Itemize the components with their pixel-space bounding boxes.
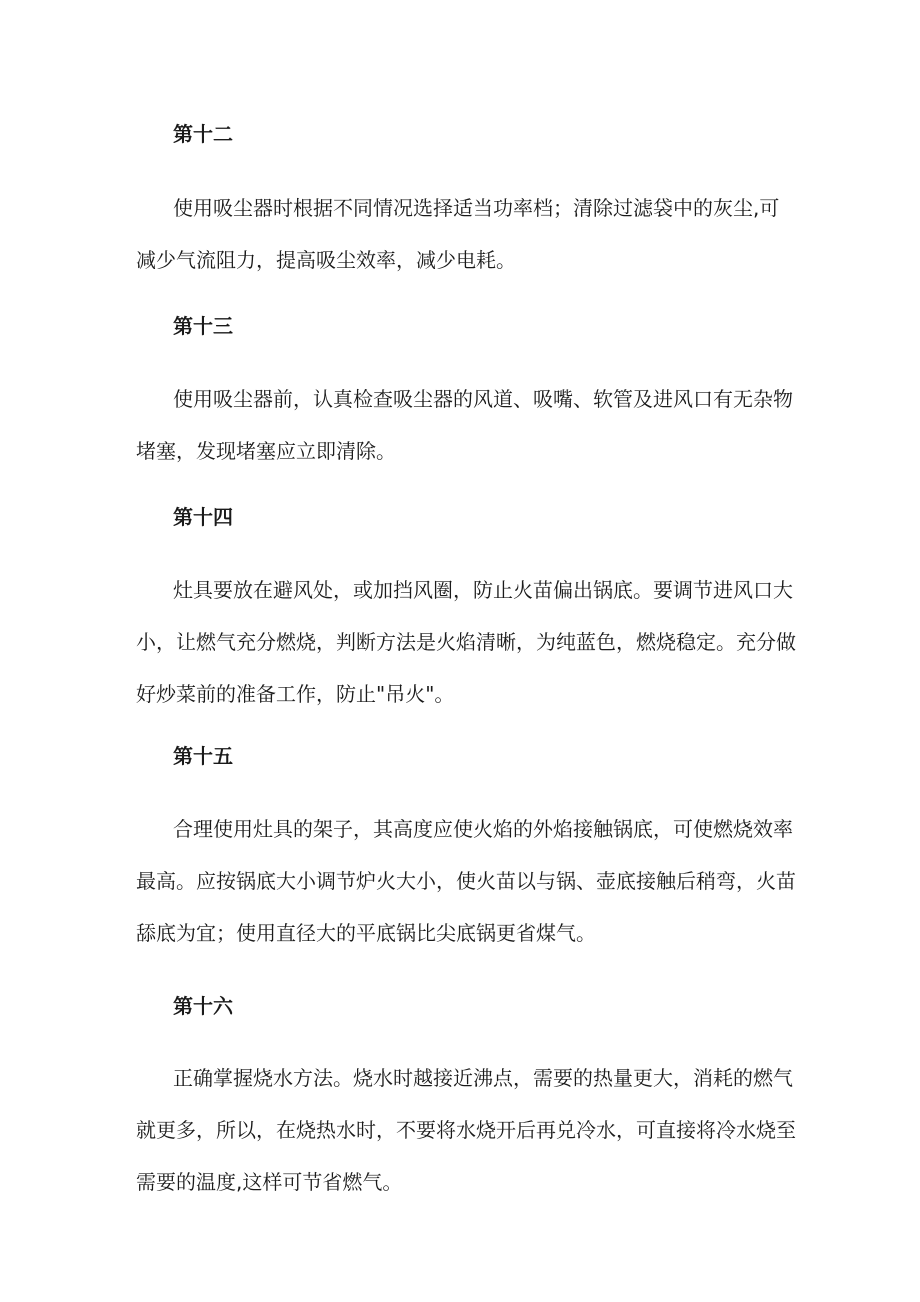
- section-heading-13: 第十三: [173, 314, 233, 338]
- section-heading-16: 第十六: [173, 994, 233, 1018]
- section-body-13: 使用吸尘器前，认真检查吸尘器的风道、吸嘴、软管及进风口有无杂物堵塞，发现堵塞应立即清除。: [136, 387, 793, 463]
- section-body-14: 灶具要放在避风处，或加挡风圈，防止火苗偏出锅底。要调节进风口大小，让燃气充分燃烧，判断方法是火焰清晰，为纯蓝色，燃烧稳定。充分做好炒菜前的准备工作，防止"吊火"。: [136, 578, 796, 706]
- section-body-16: 正确掌握烧水方法。烧水时越接近沸点，需要的热量更大，消耗的燃气就更多，所以，在烧热水时，不要将水烧开后再兑冷水，可直接将冷水烧至需要的温度,这样可节省燃气。: [136, 1066, 796, 1194]
- section-body-15: 合理使用灶具的架子，其高度应使火焰的外焰接触锅底，可使燃烧效率最高。应按锅底大小调节炉火大小，使火苗以与锅、壶底接触后稍弯，火苗舔底为宜；使用直径大的平底锅比尖底锅更省煤气。: [136, 817, 796, 945]
- section-heading-12: 第十二: [173, 122, 233, 146]
- section-heading-15: 第十五: [173, 744, 233, 768]
- section-body-12: 使用吸尘器时根据不同情况选择适当功率档；清除过滤袋中的灰尘,可减少气流阻力，提高吸尘效率，减少电耗。: [136, 196, 780, 272]
- section-heading-14: 第十四: [173, 505, 233, 529]
